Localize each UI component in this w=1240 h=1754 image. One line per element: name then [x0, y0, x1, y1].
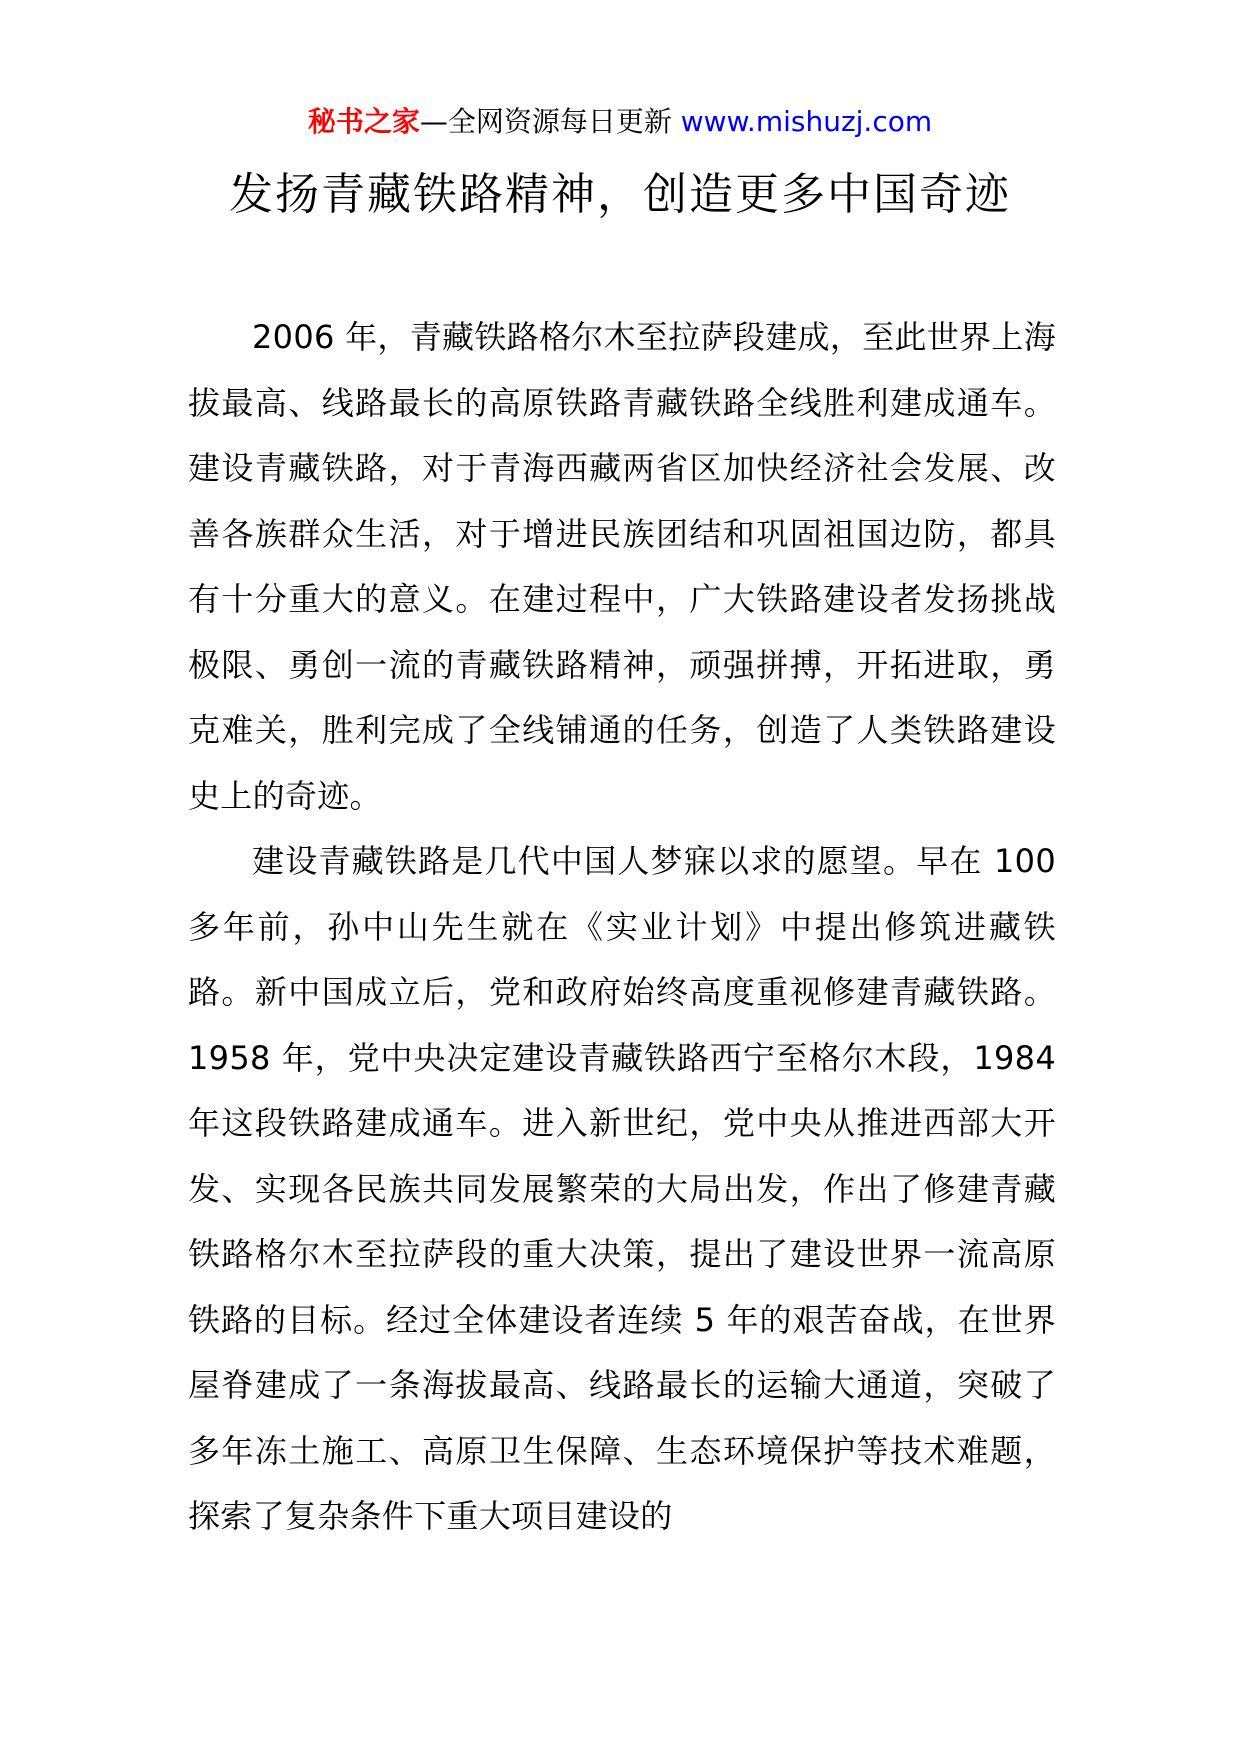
document-body: [188, 305, 1056, 1550]
document-title: 发扬青藏铁路精神，创造更多中国奇迹: [229, 169, 1011, 220]
header-tagline: —全网资源每日更新: [419, 105, 681, 138]
site-url-link[interactable]: www.mishuzj.com: [680, 105, 933, 138]
paragraph-2: 建设青藏铁路是几代中国人梦寐以求的愿望。早在 100 多年前，孙中山先生就在《实业计划》中提出修筑进藏铁路。新中国成立后，党和政府始终高度重视修建青藏铁路。1958 年，党中央决定建设青藏铁路西宁至格尔木段，1984 年这段铁路建成通车。进入新世纪，党中央从推进西部大开发、实现各民族共同发展繁荣的大局出发，作出了修建青藏铁路格尔木至拉萨段的重大决策，提出了建设世界一流高原铁路的目标。经过全体建设者连续 5 年的艰苦奋战，在世界屋脊建成了一条海拔最高、线路最长的运输大通道，突破了多年冻土施工、高原卫生保障、生态环境保护等技术难题，探索了复杂条件下重大项目建设的: [188, 842, 1056, 1535]
brand-name: 秘书之家: [307, 105, 420, 138]
paragraph-1: 2006 年，青藏铁路格尔木至拉萨段建成，至此世界上海拔最高、线路最长的高原铁路青藏铁路全线胜利建成通车。建设青藏铁路，对于青海西藏两省区加快经济社会发展、改善各族群众生活，对于增进民族团结和巩固祖国边防，都具有十分重大的意义。在建过程中，广大铁路建设者发扬挑战极限、勇创一流的青藏铁路精神，顽强拼搏，开拓进取，勇克难关，胜利完成了全线铺通的任务，创造了人类铁路建设史上的奇迹。: [188, 318, 1056, 815]
site-header: [0, 100, 1240, 144]
